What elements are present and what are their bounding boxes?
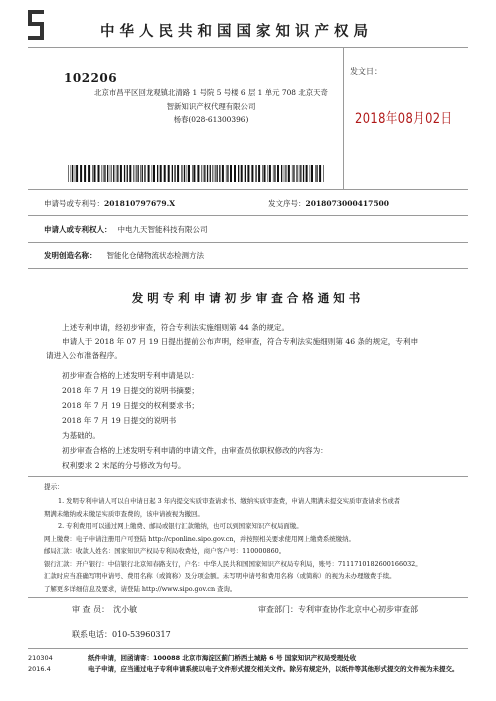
divider (28, 476, 468, 477)
contact-phone (72, 629, 171, 640)
footer-electronic-note: 电子申请，应当通过电子专利申请系统以电子文件形式提交相关文件。除另有规定外，以纸件等其他形式提交的文件视为未提交。 (88, 665, 459, 673)
divider (28, 242, 468, 243)
footer-paper-note: 纸件申请，回函请寄：100088 北京市海淀区蓟门桥西土城路 6 号 国家知识产权局受理处收 (88, 654, 357, 662)
application-number (44, 198, 175, 209)
notice-text: 申请人于 2018 年 07 月 19 日提出提前公布声明，经审查，符合专利法实施细则第 46 条的规定，专利申 (62, 337, 419, 346)
recipient-address (80, 86, 342, 127)
examiner (72, 604, 137, 615)
tip-line: 期满未缴纳或未缴足实质审查费的，该申请被视为撤回。 (44, 509, 204, 518)
tip-line: 汇款时应当准确写明申请号、费用名称（或简称）及分项金额。未写明申请号和费用名称（或简称）的视为未办理缴费手续。 (44, 572, 396, 580)
tip-line: 了解更多详细信息及要求，请登陆 http://www.sipo.gov.cn 查询。 (44, 584, 237, 593)
sipo-logo (22, 8, 50, 42)
tips-label: 提示： (44, 483, 64, 491)
applicant (44, 224, 208, 235)
notice-title: 发明专利申请初步审查合格通知书 (131, 291, 365, 305)
application-number-value: 201810797679.X (104, 199, 176, 208)
serial-number-label: 发文序号： (268, 199, 306, 208)
phone-value: 010-53960317 (112, 630, 171, 639)
phone-label: 联系电话： (72, 630, 112, 639)
invention-title (44, 250, 204, 261)
notice-paragraph (46, 349, 456, 364)
divider (28, 648, 468, 649)
send-date-stamp: 2018年08月02日 (355, 111, 453, 127)
invention-title-value: 智能化仓储物流状态检测方法 (106, 251, 204, 260)
tip-line: 邮局汇款：收款人姓名：国家知识产权局专利局收费处，商户客户号：110000860。 (44, 547, 286, 555)
tip-line: 1. 发明专利申请人可以自申请日起 3 年内提交实质审查请求书、缴纳实质审查费，申请人期满未提交实质审查请求书或者 (58, 497, 401, 505)
postcode: 102206 (64, 71, 118, 85)
examiner-label: 审 查 员： (72, 605, 110, 614)
tip-line: 银行汇款：开户银行：中信银行北京知春路支行，户名：中华人民共和国国家知识产权局专利局，账号：7111710182600166032。 (44, 559, 422, 568)
basis-item: 2018 年 7 月 19 日提交的说明书 (62, 416, 177, 425)
divider (28, 215, 468, 216)
divider (28, 189, 468, 190)
office-name: 中华人民共和国国家知识产权局 (100, 24, 373, 40)
serial-number-value: 2018073000417500 (305, 199, 389, 208)
amendment-content: 权利要求 2 末尾的分号修改为句号。 (62, 461, 186, 470)
divider (28, 268, 468, 269)
department-label: 审查部门： (258, 605, 298, 614)
applicant-value: 中电九天智能科技有限公司 (117, 225, 208, 234)
tip-line: 网上缴费：电子申请注册用户可登陆 http://cponline.sipo.gov.cn，并按照相关要求使用网上缴费系统缴纳。 (44, 534, 355, 543)
basis-end: 为基础的。 (62, 431, 100, 440)
tips-block (44, 495, 474, 595)
send-date-label: 发文日： (350, 67, 382, 76)
address-line: 杨春(028-61300396) (173, 115, 249, 124)
address-line: 智新知识产权代理有限公司 (166, 101, 256, 111)
application-number-label: 申请号或专利号： (44, 199, 104, 208)
serial-number (268, 198, 389, 209)
divider (28, 47, 468, 48)
tip-line: 2. 专利费用可以通过网上缴费、邮局或银行汇款缴纳，也可以到国家知识产权局面缴。 (58, 522, 303, 530)
basis-intro: 初步审查合格的上述发明专利申请是以： (62, 371, 199, 380)
examiner-name: 沈小敏 (113, 605, 138, 614)
applicant-label: 申请人或专利权人： (44, 225, 112, 234)
barcode (68, 165, 326, 182)
form-code: 210304 (28, 654, 53, 662)
divider (28, 597, 468, 598)
basis-item: 2018 年 7 月 19 日提交的说明书摘要； (62, 386, 200, 395)
form-version: 2016.4 (28, 665, 51, 673)
basis-item: 2018 年 7 月 19 日提交的权利要求书； (62, 401, 200, 410)
invention-title-label: 发明创造名称： (44, 251, 97, 260)
notice-paragraph (62, 335, 472, 350)
notice-text: 请进入公布准备程序。 (46, 351, 122, 360)
department (258, 604, 418, 615)
notice-paragraph (62, 321, 472, 336)
department-value: 专利审查协作北京中心初步审查部 (298, 605, 418, 614)
amendment-intro: 初步审查合格的上述发明专利申请的申请文件，由审查员依职权修改的内容为： (62, 446, 328, 455)
notice-text: 上述专利申请，经初步审查，符合专利法实施细则第 44 条的规定。 (62, 323, 290, 332)
address-line: 北京市昌平区回龙观镇北清路 1 号院 5 号楼 6 层 1 单元 708 北京天奇 (94, 88, 328, 97)
divider (343, 47, 344, 189)
